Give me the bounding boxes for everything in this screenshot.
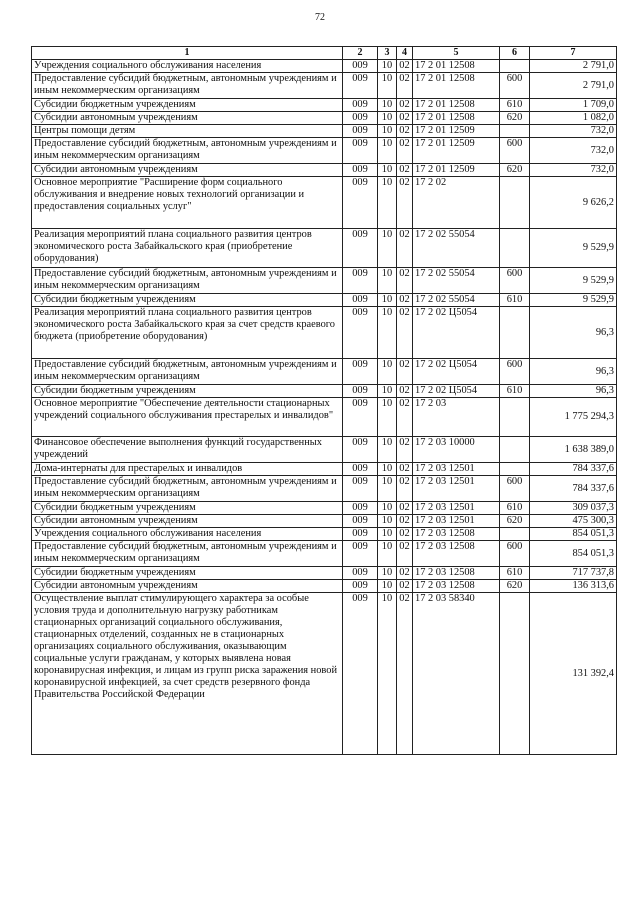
expense-type-cell: 610: [500, 294, 530, 307]
expense-type-cell: [500, 229, 530, 268]
target-article-cell: 17 2 01 12508: [413, 112, 500, 125]
table-row: [32, 580, 617, 593]
table-row: [32, 60, 617, 73]
target-article-cell: 17 2 02: [413, 177, 500, 229]
subsection-code-cell: 02: [397, 164, 413, 177]
admin-code-cell: 009: [343, 229, 378, 268]
target-article-cell: 17 2 03 12508: [413, 528, 500, 541]
amount-cell: 96,3: [530, 359, 617, 385]
subsection-code-cell: 02: [397, 541, 413, 567]
table-row: [32, 502, 617, 515]
expense-type-cell: [500, 437, 530, 463]
target-article-cell: 17 2 01 12509: [413, 164, 500, 177]
section-code-cell: 10: [378, 177, 397, 229]
subsection-code-cell: 02: [397, 580, 413, 593]
amount-cell: 784 337,6: [530, 463, 617, 476]
row-name-cell: Предоставление субсидий бюджетным, автономным учреждениям и иным некоммерческим организациям: [32, 73, 343, 99]
target-article-cell: 17 2 03 12508: [413, 580, 500, 593]
amount-cell: 1 709,0: [530, 99, 617, 112]
expense-type-cell: [500, 125, 530, 138]
amount-cell: 2 791,0: [530, 60, 617, 73]
subsection-code-cell: 02: [397, 528, 413, 541]
target-article-cell: 17 2 03 12501: [413, 476, 500, 502]
table-row: [32, 359, 617, 385]
target-article-cell: 17 2 01 12509: [413, 138, 500, 164]
admin-code-cell: 009: [343, 138, 378, 164]
expense-type-cell: 610: [500, 567, 530, 580]
section-code-cell: 10: [378, 580, 397, 593]
section-code-cell: 10: [378, 73, 397, 99]
section-code-cell: 10: [378, 541, 397, 567]
header-col-5: 5: [413, 47, 500, 60]
table-row: [32, 307, 617, 359]
admin-code-cell: 009: [343, 398, 378, 437]
target-article-cell: 17 2 02 Ц5054: [413, 359, 500, 385]
admin-code-cell: 009: [343, 99, 378, 112]
table-row: [32, 437, 617, 463]
subsection-code-cell: 02: [397, 476, 413, 502]
expense-type-cell: [500, 177, 530, 229]
expense-type-cell: [500, 60, 530, 73]
subsection-code-cell: 02: [397, 463, 413, 476]
expense-type-cell: 600: [500, 268, 530, 294]
expense-type-cell: [500, 593, 530, 755]
amount-cell: 136 313,6: [530, 580, 617, 593]
amount-cell: 717 737,8: [530, 567, 617, 580]
admin-code-cell: 009: [343, 385, 378, 398]
subsection-code-cell: 02: [397, 73, 413, 99]
amount-cell: 9 529,9: [530, 268, 617, 294]
admin-code-cell: 009: [343, 60, 378, 73]
expense-type-cell: 600: [500, 138, 530, 164]
target-article-cell: 17 2 03 58340: [413, 593, 500, 755]
expense-type-cell: 620: [500, 515, 530, 528]
expense-type-cell: 610: [500, 502, 530, 515]
subsection-code-cell: 02: [397, 177, 413, 229]
target-article-cell: 17 2 02 55054: [413, 268, 500, 294]
row-name-cell: Финансовое обеспечение выполнения функций государственных учреждений: [32, 437, 343, 463]
row-name-cell: Предоставление субсидий бюджетным, автономным учреждениям и иным некоммерческим организациям: [32, 359, 343, 385]
row-name-cell: Субсидии автономным учреждениям: [32, 112, 343, 125]
admin-code-cell: 009: [343, 567, 378, 580]
header-col-1: 1: [32, 47, 343, 60]
target-article-cell: 17 2 03 12501: [413, 515, 500, 528]
table-row: [32, 294, 617, 307]
amount-cell: 309 037,3: [530, 502, 617, 515]
table-row: [32, 112, 617, 125]
table-row: [32, 567, 617, 580]
row-name-cell: Предоставление субсидий бюджетным, автономным учреждениям и иным некоммерческим организациям: [32, 476, 343, 502]
section-code-cell: 10: [378, 112, 397, 125]
expense-type-cell: 620: [500, 580, 530, 593]
section-code-cell: 10: [378, 437, 397, 463]
admin-code-cell: 009: [343, 541, 378, 567]
table-row: [32, 515, 617, 528]
target-article-cell: 17 2 03 12501: [413, 463, 500, 476]
section-code-cell: 10: [378, 99, 397, 112]
row-name-cell: Субсидии автономным учреждениям: [32, 580, 343, 593]
header-col-6: 6: [500, 47, 530, 60]
amount-cell: 1 775 294,3: [530, 398, 617, 437]
amount-cell: 1 082,0: [530, 112, 617, 125]
row-name-cell: Предоставление субсидий бюджетным, автономным учреждениям и иным некоммерческим организациям: [32, 541, 343, 567]
expense-type-cell: 600: [500, 541, 530, 567]
table-row: [32, 528, 617, 541]
section-code-cell: 10: [378, 502, 397, 515]
page-number: 72: [315, 12, 325, 23]
subsection-code-cell: 02: [397, 112, 413, 125]
row-name-cell: Субсидии бюджетным учреждениям: [32, 385, 343, 398]
header-col-3: 3: [378, 47, 397, 60]
expense-type-cell: 600: [500, 359, 530, 385]
amount-cell: 9 529,9: [530, 229, 617, 268]
table-row: [32, 229, 617, 268]
expense-type-cell: 620: [500, 164, 530, 177]
row-name-cell: Основное мероприятие "Расширение форм социального обслуживания и внедрение новых технологий организации и предоставления социальных услуг": [32, 177, 343, 229]
target-article-cell: 17 2 03 10000: [413, 437, 500, 463]
section-code-cell: 10: [378, 515, 397, 528]
subsection-code-cell: 02: [397, 567, 413, 580]
amount-cell: 96,3: [530, 385, 617, 398]
amount-cell: 1 638 389,0: [530, 437, 617, 463]
subsection-code-cell: 02: [397, 294, 413, 307]
section-code-cell: 10: [378, 385, 397, 398]
section-code-cell: 10: [378, 307, 397, 359]
table-row: [32, 463, 617, 476]
admin-code-cell: 009: [343, 437, 378, 463]
table-row: [32, 99, 617, 112]
header-col-4: 4: [397, 47, 413, 60]
admin-code-cell: 009: [343, 528, 378, 541]
header-col-2: 2: [343, 47, 378, 60]
admin-code-cell: 009: [343, 73, 378, 99]
subsection-code-cell: 02: [397, 359, 413, 385]
subsection-code-cell: 02: [397, 437, 413, 463]
table-row: [32, 177, 617, 229]
amount-cell: 732,0: [530, 138, 617, 164]
amount-cell: 854 051,3: [530, 541, 617, 567]
admin-code-cell: 009: [343, 593, 378, 755]
admin-code-cell: 009: [343, 177, 378, 229]
section-code-cell: 10: [378, 268, 397, 294]
target-article-cell: 17 2 03: [413, 398, 500, 437]
expense-type-cell: 610: [500, 99, 530, 112]
target-article-cell: 17 2 01 12508: [413, 99, 500, 112]
expense-type-cell: [500, 528, 530, 541]
header-col-7: 7: [530, 47, 617, 60]
expense-type-cell: 620: [500, 112, 530, 125]
subsection-code-cell: 02: [397, 502, 413, 515]
subsection-code-cell: 02: [397, 398, 413, 437]
subsection-code-cell: 02: [397, 268, 413, 294]
section-code-cell: 10: [378, 528, 397, 541]
admin-code-cell: 009: [343, 515, 378, 528]
amount-cell: 96,3: [530, 307, 617, 359]
section-code-cell: 10: [378, 125, 397, 138]
amount-cell: 854 051,3: [530, 528, 617, 541]
row-name-cell: Субсидии автономным учреждениям: [32, 164, 343, 177]
admin-code-cell: 009: [343, 125, 378, 138]
admin-code-cell: 009: [343, 580, 378, 593]
section-code-cell: 10: [378, 359, 397, 385]
section-code-cell: 10: [378, 60, 397, 73]
table-row: [32, 541, 617, 567]
amount-cell: 475 300,3: [530, 515, 617, 528]
target-article-cell: 17 2 03 12501: [413, 502, 500, 515]
subsection-code-cell: 02: [397, 60, 413, 73]
row-name-cell: Предоставление субсидий бюджетным, автономным учреждениям и иным некоммерческим организациям: [32, 268, 343, 294]
table-row: [32, 476, 617, 502]
amount-cell: 131 392,4: [530, 593, 617, 755]
subsection-code-cell: 02: [397, 307, 413, 359]
section-code-cell: 10: [378, 229, 397, 268]
target-article-cell: 17 2 01 12508: [413, 60, 500, 73]
amount-cell: 9 626,2: [530, 177, 617, 229]
admin-code-cell: 009: [343, 476, 378, 502]
subsection-code-cell: 02: [397, 515, 413, 528]
target-article-cell: 17 2 03 12508: [413, 567, 500, 580]
admin-code-cell: 009: [343, 112, 378, 125]
row-name-cell: Субсидии автономным учреждениям: [32, 515, 343, 528]
row-name-cell: Центры помощи детям: [32, 125, 343, 138]
expense-type-cell: [500, 307, 530, 359]
amount-cell: 732,0: [530, 125, 617, 138]
admin-code-cell: 009: [343, 359, 378, 385]
table-row: [32, 164, 617, 177]
subsection-code-cell: 02: [397, 593, 413, 755]
section-code-cell: 10: [378, 398, 397, 437]
section-code-cell: 10: [378, 164, 397, 177]
amount-cell: 9 529,9: [530, 294, 617, 307]
row-name-cell: Реализация мероприятий плана социального развития центров экономического роста Забайкальского края за счет средств краевого бюджета (приобретение оборудования): [32, 307, 343, 359]
admin-code-cell: 009: [343, 307, 378, 359]
row-name-cell: Предоставление субсидий бюджетным, автономным учреждениям и иным некоммерческим организациям: [32, 138, 343, 164]
expense-type-cell: 600: [500, 73, 530, 99]
target-article-cell: 17 2 02 55054: [413, 229, 500, 268]
admin-code-cell: 009: [343, 294, 378, 307]
row-name-cell: Осуществление выплат стимулирующего характера за особые условия труда и дополнительную нагрузку работникам стационарных организаций социального обслуживания, стационарных отделений, созданных не в стационарных организациях социального обслуживания, оказывающим социальные услуги гражданам, у которых выявлена новая коронавирусная инфекция, и лицам из групп риска заражения новой коронавирусной инфекцией, за счет средств резервного фонда Правительства Российской Федерации: [32, 593, 343, 755]
table-row: [32, 73, 617, 99]
row-name-cell: Субсидии бюджетным учреждениям: [32, 294, 343, 307]
admin-code-cell: 009: [343, 463, 378, 476]
header-row: [32, 47, 617, 60]
amount-cell: 732,0: [530, 164, 617, 177]
expense-type-cell: 610: [500, 385, 530, 398]
amount-cell: 784 337,6: [530, 476, 617, 502]
row-name-cell: Субсидии бюджетным учреждениям: [32, 502, 343, 515]
target-article-cell: 17 2 01 12509: [413, 125, 500, 138]
table-row: [32, 385, 617, 398]
expense-type-cell: 600: [500, 476, 530, 502]
subsection-code-cell: 02: [397, 125, 413, 138]
expense-type-cell: [500, 398, 530, 437]
admin-code-cell: 009: [343, 502, 378, 515]
amount-cell: 2 791,0: [530, 73, 617, 99]
row-name-cell: Реализация мероприятий плана социального развития центров экономического роста Забайкальского края (приобретение оборудования): [32, 229, 343, 268]
section-code-cell: 10: [378, 593, 397, 755]
target-article-cell: 17 2 02 Ц5054: [413, 307, 500, 359]
section-code-cell: 10: [378, 138, 397, 164]
table-row: [32, 138, 617, 164]
target-article-cell: 17 2 02 55054: [413, 294, 500, 307]
row-name-cell: Субсидии бюджетным учреждениям: [32, 99, 343, 112]
target-article-cell: 17 2 02 Ц5054: [413, 385, 500, 398]
section-code-cell: 10: [378, 567, 397, 580]
section-code-cell: 10: [378, 463, 397, 476]
target-article-cell: 17 2 01 12508: [413, 73, 500, 99]
target-article-cell: 17 2 03 12508: [413, 541, 500, 567]
subsection-code-cell: 02: [397, 99, 413, 112]
table-row: [32, 125, 617, 138]
section-code-cell: 10: [378, 294, 397, 307]
subsection-code-cell: 02: [397, 229, 413, 268]
admin-code-cell: 009: [343, 268, 378, 294]
admin-code-cell: 009: [343, 164, 378, 177]
table-row: [32, 398, 617, 437]
expense-type-cell: [500, 463, 530, 476]
row-name-cell: Учреждения социального обслуживания населения: [32, 60, 343, 73]
table-row: [32, 593, 617, 755]
subsection-code-cell: 02: [397, 138, 413, 164]
row-name-cell: Субсидии бюджетным учреждениям: [32, 567, 343, 580]
subsection-code-cell: 02: [397, 385, 413, 398]
section-code-cell: 10: [378, 476, 397, 502]
table-row: [32, 268, 617, 294]
row-name-cell: Дома-интернаты для престарелых и инвалидов: [32, 463, 343, 476]
row-name-cell: Учреждения социального обслуживания населения: [32, 528, 343, 541]
row-name-cell: Основное мероприятие "Обеспечение деятельности стационарных учреждений социального обслуживания престарелых и инвалидов": [32, 398, 343, 437]
budget-table: [31, 46, 617, 755]
